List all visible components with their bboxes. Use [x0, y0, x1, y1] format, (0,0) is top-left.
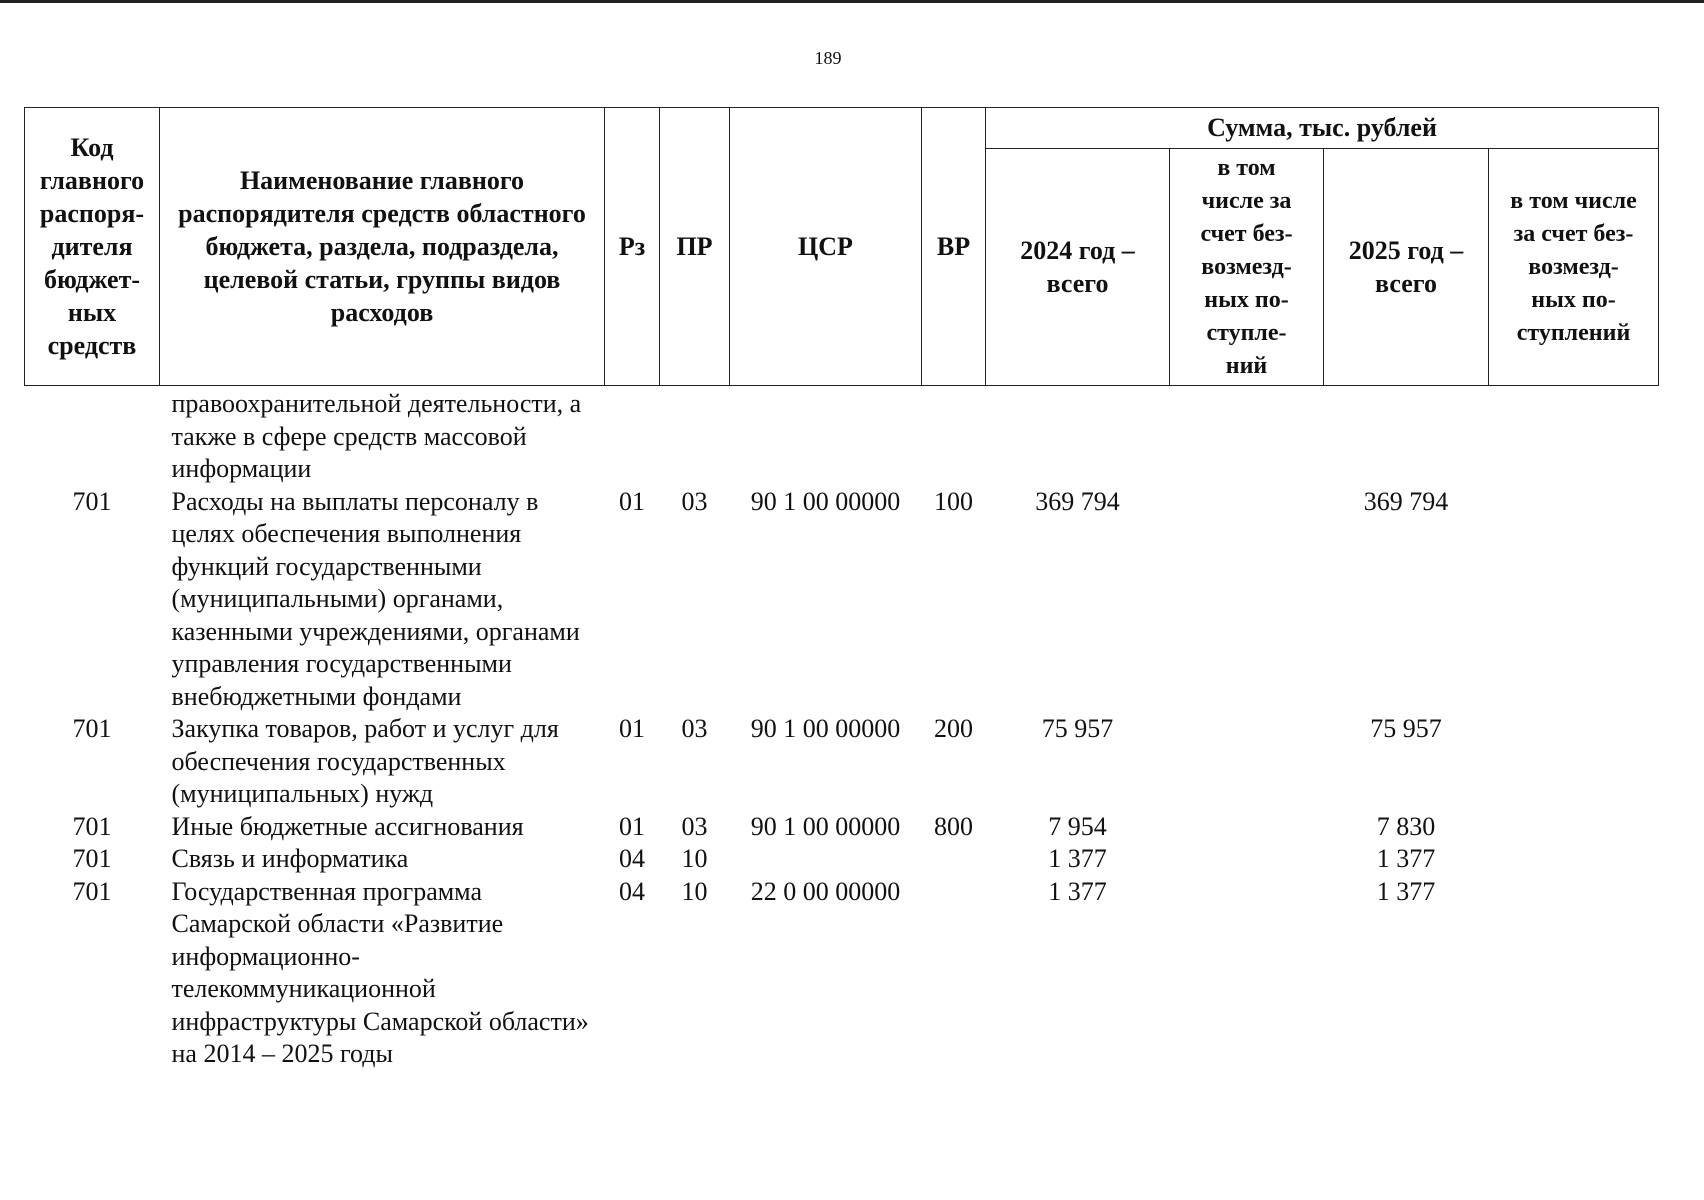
cell-gratuitous-2024 [1170, 486, 1324, 714]
cell-pr: 03 [681, 811, 708, 841]
table-row [25, 386, 1659, 486]
cell-csr: 90 1 00 00000 [750, 714, 901, 743]
cell-pr: 10 [681, 844, 708, 873]
cell-code: 701 [72, 844, 112, 873]
cell-gratuitous-2024 [1170, 876, 1324, 1071]
page-number: 189 [814, 48, 842, 68]
header-pr: ПР [660, 108, 730, 386]
table-row [25, 876, 1659, 1071]
cell-name: Иные бюджетные ассигнования [171, 811, 524, 841]
cell-name: Связь и информатика [171, 844, 409, 873]
cell-rz: 04 [619, 876, 645, 906]
cell-name: Расходы на выплаты персоналу в целях обеспечения выполнения функций государственными (муниципальными) органами, казенными учреждениями, органами управления государственными внебюджетными фондами [171, 486, 580, 711]
cell-gratuitous-2024 [1170, 811, 1324, 844]
cell-gratuitous-2025 [1489, 876, 1659, 1071]
cell-sum-2025: 75 957 [1370, 714, 1442, 743]
header-vr: ВР [922, 108, 986, 386]
cell-gratuitous-2025 [1489, 486, 1659, 714]
cell-rz: 04 [619, 844, 645, 873]
cell-sum-2024: 1 377 [1048, 876, 1107, 906]
cell-sum-2025: 369 794 [1363, 486, 1449, 516]
cell-sum-2024: 1 377 [1048, 844, 1107, 873]
cell-code: 701 [72, 714, 112, 743]
cell-vr: 200 [934, 714, 973, 743]
cell-csr: 90 1 00 00000 [750, 486, 901, 516]
header-name: Наименование главного распорядителя средств областного бюджета, раздела, подраздела, целевой статьи, группы видов расходов [160, 108, 605, 386]
cell-code [25, 386, 160, 486]
cell-vr [922, 876, 986, 1071]
cell-name: правоохранительной деятельности, а также в сфере средств массовой информации [171, 389, 582, 483]
header-sum-group: Сумма, тыс. рублей [986, 108, 1659, 149]
cell-sum-2024 [986, 386, 1170, 486]
cell-pr: 03 [681, 486, 708, 516]
cell-rz: 01 [619, 811, 645, 841]
header-2025-total: 2025 год – всего [1324, 149, 1489, 386]
header-rz: Рз [605, 108, 660, 386]
cell-gratuitous-2025 [1489, 386, 1659, 486]
table-row [25, 713, 1659, 811]
cell-vr: 100 [934, 486, 973, 516]
cell-gratuitous-2024 [1170, 386, 1324, 486]
cell-code: 701 [72, 876, 112, 906]
cell-vr [922, 386, 986, 486]
cell-sum-2024: 7 954 [1048, 811, 1107, 841]
header-2024-gratuitous: в том числе за счет без-возмезд-ных по-ступле-ний [1170, 149, 1324, 386]
cell-gratuitous-2024 [1170, 843, 1324, 876]
table-row [25, 843, 1659, 876]
cell-gratuitous-2024 [1170, 713, 1324, 811]
header-code: Код главного распоря-дителя бюджет-ных средств [25, 108, 160, 386]
cell-name: Государственная программа Самарской области «Развитие информационно-телекоммуникационной инфраструктуры Самарской области» на 2014 – 2025 годы [171, 876, 589, 1068]
cell-gratuitous-2025 [1489, 713, 1659, 811]
cell-pr [660, 386, 730, 486]
cell-sum-2025: 7 830 [1376, 811, 1436, 841]
cell-csr [730, 843, 922, 876]
cell-name: Закупка товаров, работ и услуг для обеспечения государственных (муниципальных) нужд [171, 714, 559, 808]
cell-rz: 01 [619, 714, 645, 743]
cell-vr: 800 [934, 811, 973, 841]
header-csr: ЦСР [730, 108, 922, 386]
budget-table [24, 107, 1659, 1071]
cell-sum-2025: 1 377 [1376, 876, 1436, 906]
cell-pr: 10 [681, 876, 708, 906]
top-rule [0, 0, 1704, 3]
cell-gratuitous-2025 [1489, 811, 1659, 844]
cell-code: 701 [72, 486, 112, 516]
table-row [25, 486, 1659, 714]
cell-vr [922, 843, 986, 876]
cell-sum-2025 [1324, 386, 1489, 486]
cell-csr: 90 1 00 00000 [750, 811, 901, 841]
cell-rz [605, 386, 660, 486]
cell-csr [730, 386, 922, 486]
cell-pr: 03 [681, 714, 708, 743]
cell-gratuitous-2025 [1489, 843, 1659, 876]
header-2025-gratuitous: в том числе за счет без-возмезд-ных по-ступлений [1489, 149, 1659, 386]
header-2024-total: 2024 год – всего [986, 149, 1170, 386]
cell-sum-2025: 1 377 [1376, 844, 1436, 873]
cell-rz: 01 [619, 486, 645, 516]
cell-sum-2024: 75 957 [1041, 714, 1114, 743]
cell-code: 701 [72, 811, 112, 841]
table-body [25, 386, 1659, 1071]
table-header [25, 108, 1659, 386]
cell-csr: 22 0 00 00000 [750, 876, 901, 906]
cell-sum-2024: 369 794 [1035, 486, 1120, 516]
table-row [25, 811, 1659, 844]
